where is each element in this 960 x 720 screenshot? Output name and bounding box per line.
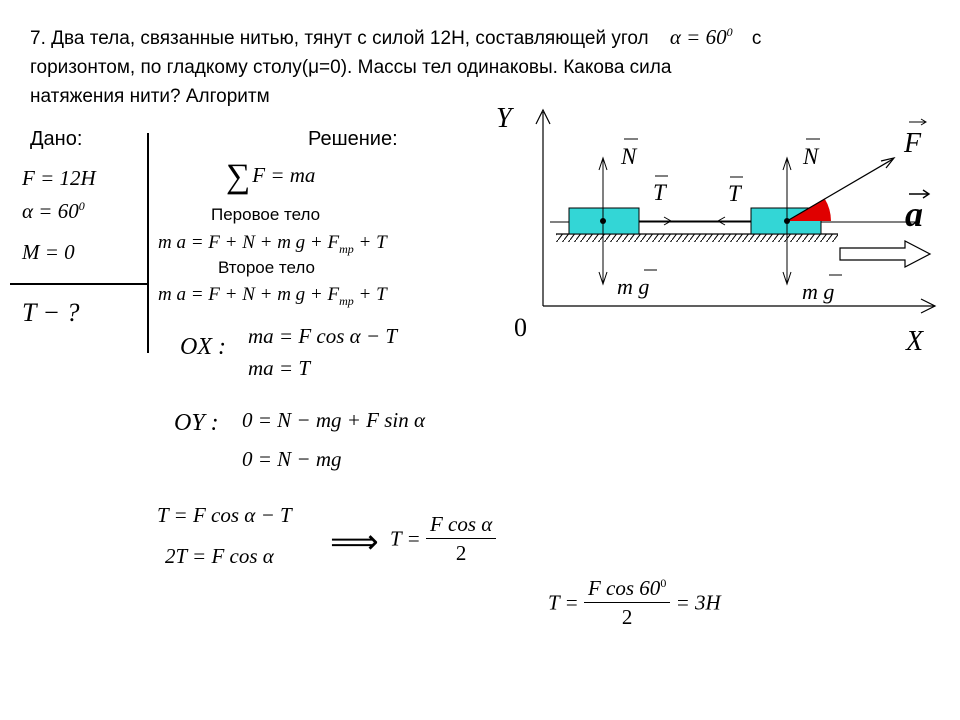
- origin-label: 0: [514, 313, 527, 342]
- result-formula: T = $\frac{\text{F cos α}}{2}$: [390, 512, 496, 566]
- svg-text:N: N: [803, 144, 819, 169]
- problem-number: 7.: [30, 28, 46, 49]
- svg-text:m g: m g: [617, 274, 650, 299]
- y-axis-label: Y: [496, 103, 512, 134]
- oy-equation-2: 0 = N − mg: [242, 447, 342, 471]
- ox-equation-2: ma = T: [248, 356, 311, 380]
- implies-arrow: ⟹: [330, 524, 379, 561]
- oy-equation-1: 0 = N − mg + F sin α: [242, 408, 426, 432]
- newton-second-law: ∑F = ma: [226, 158, 316, 195]
- table-hatching: [556, 234, 838, 242]
- acceleration-arrow: [840, 241, 930, 267]
- problem-line1-end: с: [751, 28, 762, 49]
- find-tension: T − ?: [22, 298, 80, 327]
- angle-formula: $\alpha = 60^0$: [669, 25, 733, 49]
- body2-equation: m a = F + N + m $g + F_{тр} + T$: [158, 284, 387, 308]
- given-force: F = 12H: [22, 166, 96, 190]
- label-T-1: [653, 176, 668, 205]
- label-mg-2: [802, 275, 842, 304]
- ox-label: OX :: [180, 334, 226, 360]
- ox-equation-1: ma = F cos α − T: [248, 324, 398, 348]
- svg-text:m g: m g: [802, 279, 835, 304]
- given-mu: M = 0: [22, 240, 75, 264]
- body1-label: Перовое тело: [211, 205, 321, 224]
- body2-label: Второе тело: [218, 258, 315, 277]
- svg-text:a: a: [905, 194, 923, 234]
- svg-text:N: N: [621, 144, 637, 169]
- label-a: [905, 190, 929, 234]
- x-axis-label: X: [906, 326, 924, 357]
- label-N-2: [802, 139, 820, 169]
- solution-header: Решение:: [308, 128, 398, 150]
- given-angle: $\alpha = 60^0$: [22, 199, 85, 223]
- label-T-2: [728, 177, 743, 206]
- problem-line1: Два тела, связанные нитью, тянут с силой 12Н, составляющей угол: [51, 28, 649, 49]
- problem-line2: горизонтом, по гладкому столу(μ=0). Массы тел одинаковы. Какова сила: [30, 57, 672, 78]
- combine-equation-2: 2T = F cos α: [165, 544, 274, 568]
- final-answer: T = $\frac{F \cos 60^0}{2}$ = 3H: [548, 576, 721, 629]
- given-header: Дано:: [30, 128, 83, 150]
- problem-line3: натяжения нити? Алгоритм: [30, 86, 270, 107]
- svg-text:F: F: [904, 128, 922, 159]
- body1-equation: m a = F + N + m $g + F_{тр} + T$: [158, 232, 387, 256]
- svg-text:T: T: [728, 181, 741, 206]
- svg-text:T: T: [653, 180, 666, 205]
- label-mg-1: [617, 270, 657, 299]
- label-F: [903, 119, 926, 159]
- combine-equation-1: T = F cos α − T: [157, 503, 292, 527]
- label-N-1: [620, 139, 638, 169]
- oy-label: OY :: [174, 410, 219, 436]
